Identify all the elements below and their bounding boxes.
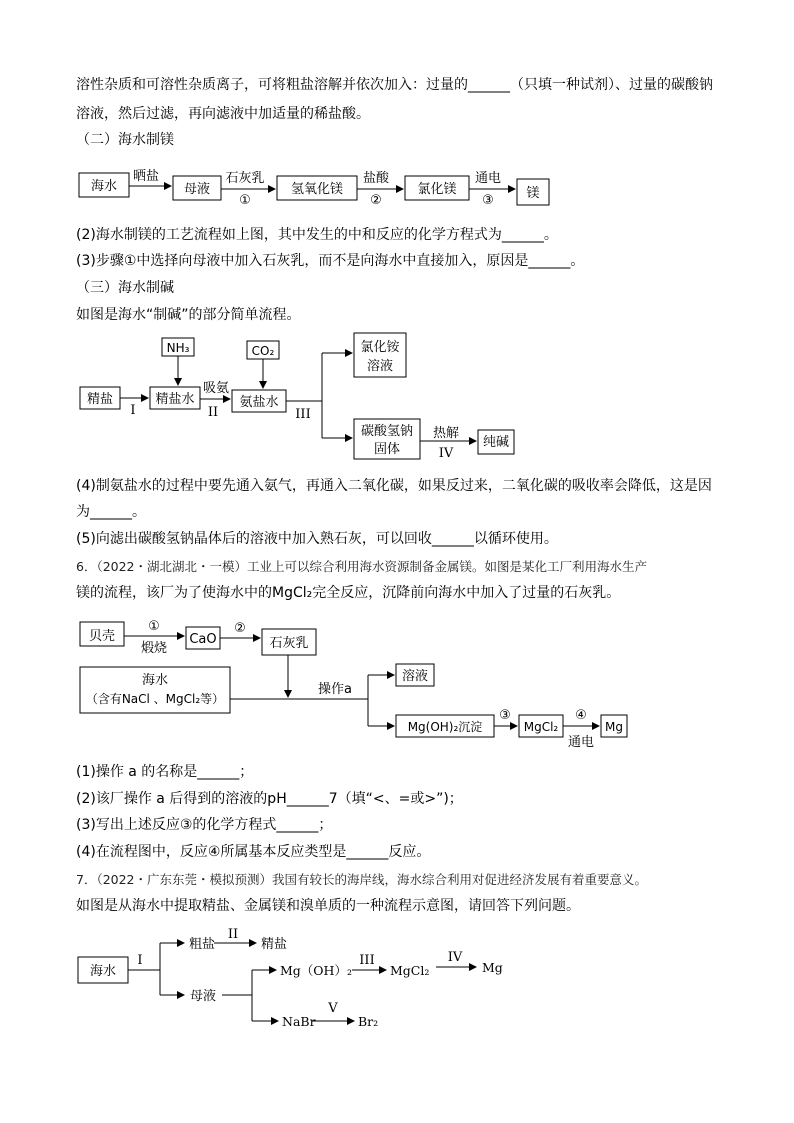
node-solution: 溶液 bbox=[401, 669, 429, 684]
step-label: V bbox=[328, 1001, 338, 1016]
section-heading: （三）海水制碱 bbox=[76, 280, 174, 296]
node-milk-of-lime: 石灰乳 bbox=[269, 636, 309, 651]
question-text: (4)制氨盐水的过程中要先通入氨气，再通入二氧化碳，如果反过来，二氧化碳的吸收率会降低，这是因 bbox=[76, 478, 712, 494]
node-br2: Br₂ bbox=[358, 1014, 379, 1029]
step-number: ④ bbox=[575, 708, 587, 723]
arrow-label: 盐酸 bbox=[362, 171, 390, 186]
step-label: IV bbox=[438, 446, 454, 461]
flow4-labels bbox=[90, 927, 503, 1029]
arrow-label: 煅烧 bbox=[140, 641, 168, 656]
problem-header: 6．（2022・湖北湖北・一模）工业上可以综合利用海水资源制备金属镁。如图是某化工厂利用海水生产 bbox=[76, 559, 648, 574]
step-number: ② bbox=[234, 621, 246, 636]
node-seawater-content: （含有NaCl 、MgCl₂等） bbox=[85, 692, 225, 706]
node-soda-ash: 纯碱 bbox=[482, 435, 510, 450]
arrow-label: 晒盐 bbox=[132, 169, 160, 184]
node-seawater: 海水 bbox=[89, 964, 117, 979]
node-mgcl2: MgCl₂ bbox=[523, 720, 559, 734]
node-magnesium: 镁 bbox=[526, 186, 540, 201]
step-label: IV bbox=[447, 950, 463, 965]
node-mother-liquor: 母液 bbox=[189, 989, 217, 1004]
arrow-label: 吸氨 bbox=[202, 381, 230, 396]
step-label: I bbox=[130, 403, 136, 418]
step-label: III bbox=[359, 953, 375, 968]
question-text: (2)海水制镁的工艺流程如上图，其中发生的中和反应的化学方程式为______。 bbox=[76, 227, 558, 243]
question-text: (2)该厂操作 a 后得到的溶液的pH______7（填“<、=或>”)； bbox=[76, 791, 463, 807]
node-refined-salt: 精盐 bbox=[260, 937, 288, 952]
node-mgcl2: MgCl₂ bbox=[390, 963, 430, 978]
step-number: ③ bbox=[499, 708, 511, 723]
node-ammonium-chloride: 氯化铵 bbox=[360, 340, 400, 355]
step-number: ③ bbox=[482, 193, 494, 208]
node-ammonia-brine: 氨盐水 bbox=[239, 395, 279, 410]
step-label: III bbox=[295, 407, 311, 422]
arrow-label: 通电 bbox=[567, 735, 595, 750]
node-shell: 贝壳 bbox=[88, 629, 116, 644]
arrow-label: 热解 bbox=[432, 426, 460, 441]
node-co2: CO₂ bbox=[251, 344, 275, 358]
node-mg-hydroxide: Mg（OH）₂ bbox=[280, 963, 352, 978]
step-number: ① bbox=[148, 619, 160, 634]
step-label: II bbox=[227, 927, 239, 942]
node-mother-liquor: 母液 bbox=[183, 182, 211, 197]
question-text: (5)向滤出碳酸氢钠晶体后的溶液中加入熟石灰，可以回收______以循环使用。 bbox=[76, 531, 558, 547]
step-number: ② bbox=[370, 193, 382, 208]
question-text: (1)操作 a 的名称是______； bbox=[76, 764, 254, 780]
question-text: (3)步骤①中选择向母液中加入石灰乳，而不是向海水中直接加入，原因是______。 bbox=[76, 253, 585, 269]
node-nabr: NaBr bbox=[282, 1014, 316, 1029]
text-line: 如图是从海水中提取精盐、金属镁和溴单质的一种流程示意图，请回答下列问题。 bbox=[76, 898, 580, 914]
step-number: ① bbox=[239, 193, 251, 208]
arrow-label: 操作a bbox=[318, 682, 352, 697]
node-sodium-bicarbonate-sub: 固体 bbox=[373, 442, 401, 457]
section-heading: （二）海水制镁 bbox=[76, 132, 174, 148]
node-seawater: 海水 bbox=[90, 179, 118, 194]
text-line: 溶性杂质和可溶性杂质离子，可将粗盐溶解并依次加入：过量的______（只填一种试剂）、过量的碳酸钠 bbox=[76, 77, 713, 93]
node-nh3: NH₃ bbox=[166, 341, 190, 355]
text-line: 溶液，然后过滤，再向滤液中加适量的稀盐酸。 bbox=[76, 106, 370, 122]
text-line: 镁的流程，该厂为了使海水中的MgCl₂完全反应，沉降前向海水中加入了过量的石灰乳。 bbox=[76, 585, 621, 601]
node-cao: CaO bbox=[189, 632, 217, 647]
step-label: I bbox=[137, 953, 143, 968]
step-label: II bbox=[207, 405, 219, 420]
arrow-label: 石灰乳 bbox=[225, 171, 265, 186]
node-magnesium-chloride: 氯化镁 bbox=[417, 182, 457, 197]
node-ammonium-chloride-sub: 溶液 bbox=[366, 359, 394, 374]
node-refined-salt: 精盐 bbox=[86, 392, 114, 407]
node-seawater: 海水 bbox=[141, 673, 169, 688]
node-mg-hydroxide-precipitate: Mg(OH)₂沉淀 bbox=[407, 720, 483, 734]
node-mg: Mg bbox=[605, 720, 623, 734]
node-magnesium-hydroxide: 氢氧化镁 bbox=[290, 182, 344, 197]
problem-header: 7．（2022・广东东莞・模拟预测）我国有较长的海岸线，海水综合利用对促进经济发展有着重要意义。 bbox=[76, 872, 648, 887]
node-brine: 精盐水 bbox=[155, 392, 195, 407]
node-mg: Mg bbox=[482, 960, 503, 975]
node-crude-salt: 粗盐 bbox=[188, 937, 216, 952]
node-sodium-bicarbonate: 碳酸氢钠 bbox=[360, 424, 414, 439]
text-line: 如图是海水“制碱”的部分简单流程。 bbox=[76, 307, 301, 323]
arrow-label: 通电 bbox=[474, 171, 502, 186]
flow3-labels bbox=[86, 619, 623, 750]
question-text: 为______。 bbox=[76, 504, 146, 520]
flow1-labels bbox=[91, 168, 540, 208]
question-text: (3)写出上述反应③的化学方程式______； bbox=[76, 817, 333, 833]
question-text: (4)在流程图中，反应④所属基本反应类型是______反应。 bbox=[76, 844, 431, 860]
